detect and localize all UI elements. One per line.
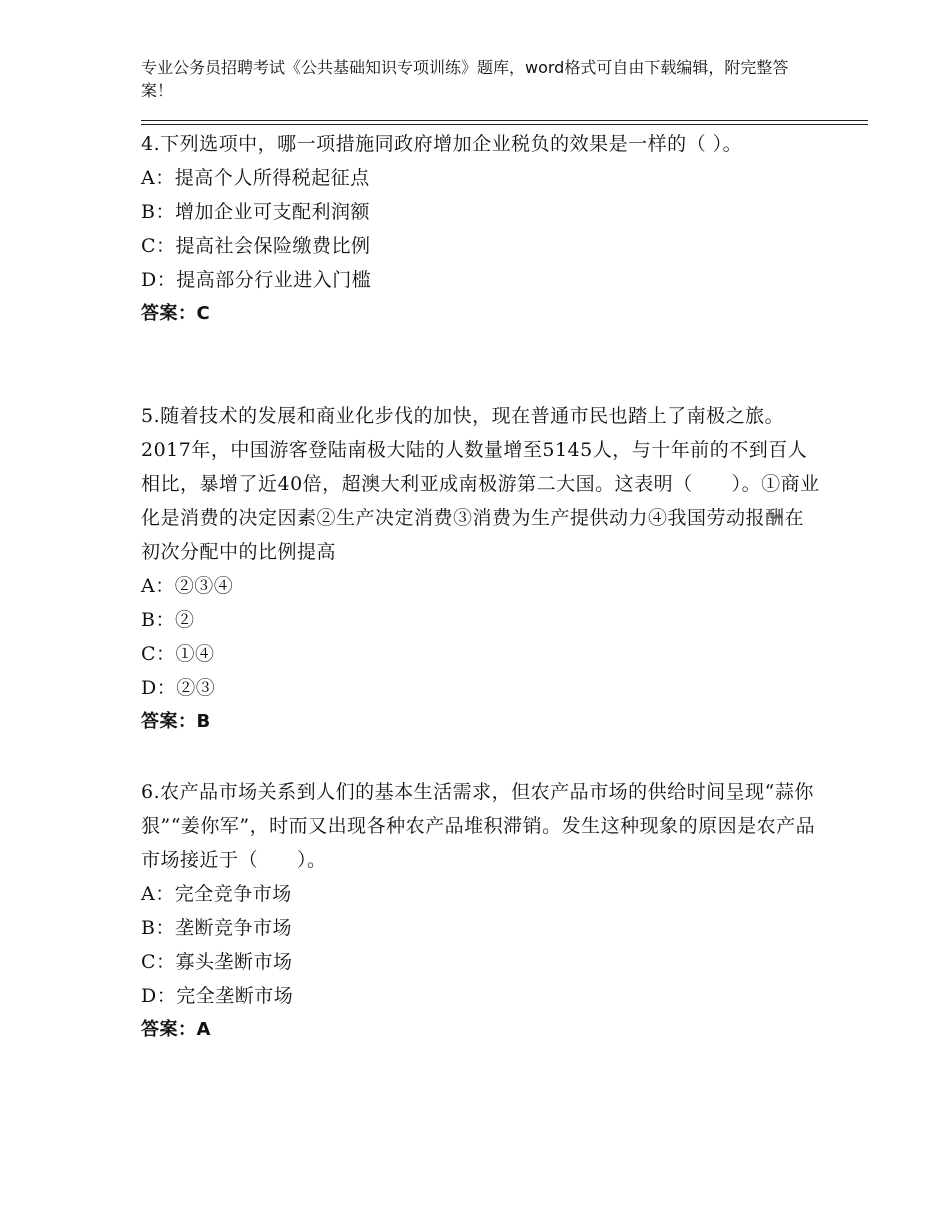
header-divider — [141, 120, 868, 125]
option-a: A：②③④ — [141, 575, 234, 597]
answer-label: 答案：A — [141, 1019, 211, 1040]
question-5 — [141, 399, 821, 739]
option-c: C：①④ — [141, 643, 215, 665]
option-c: C：寡头垄断市场 — [141, 951, 293, 973]
question-stem: 5.随着技术的发展和商业化步伐的加快，现在普通市民也踏上了南极之旅。2017年，中国游客登陆南极大陆的人数量增至5145人，与十年前的不到百人相比，暴增了近40倍，超澳大利亚成南极游第二大国。这表明（ ）。①商业化是消费的决定因素②生产决定消费③消费为生产提供动力④我国劳动报酬在初次分配中的比例提高 — [141, 405, 820, 563]
question-stem: 4.下列选项中，哪一项措施同政府增加企业税负的效果是一样的（ ）。 — [141, 133, 743, 155]
option-d: D：提高部分行业进入门槛 — [141, 269, 372, 291]
option-a: A：完全竞争市场 — [141, 883, 292, 905]
question-4 — [141, 127, 821, 331]
option-b: B：垄断竞争市场 — [141, 917, 292, 939]
option-a: A：提高个人所得税起征点 — [141, 167, 370, 189]
question-6 — [141, 775, 821, 1047]
option-d: D：完全垄断市场 — [141, 985, 294, 1007]
option-b: B：增加企业可支配利润额 — [141, 201, 370, 223]
document-page — [141, 0, 868, 1230]
option-b: B：② — [141, 609, 195, 631]
answer-label: 答案：B — [141, 711, 211, 732]
question-stem: 6.农产品市场关系到人们的基本生活需求，但农产品市场的供给时间呈现“蒜你狠”“姜你军”，时而又出现各种农产品堆积滞销。发生这种现象的原因是农产品市场接近于（ ）。 — [141, 781, 816, 871]
option-d: D：②③ — [141, 677, 216, 699]
option-c: C：提高社会保险缴费比例 — [141, 235, 371, 257]
page-header: 专业公务员招聘考试《公共基础知识专项训练》题库，word格式可自由下载编辑，附完整答案！ — [141, 58, 789, 100]
answer-label: 答案：C — [141, 303, 211, 324]
